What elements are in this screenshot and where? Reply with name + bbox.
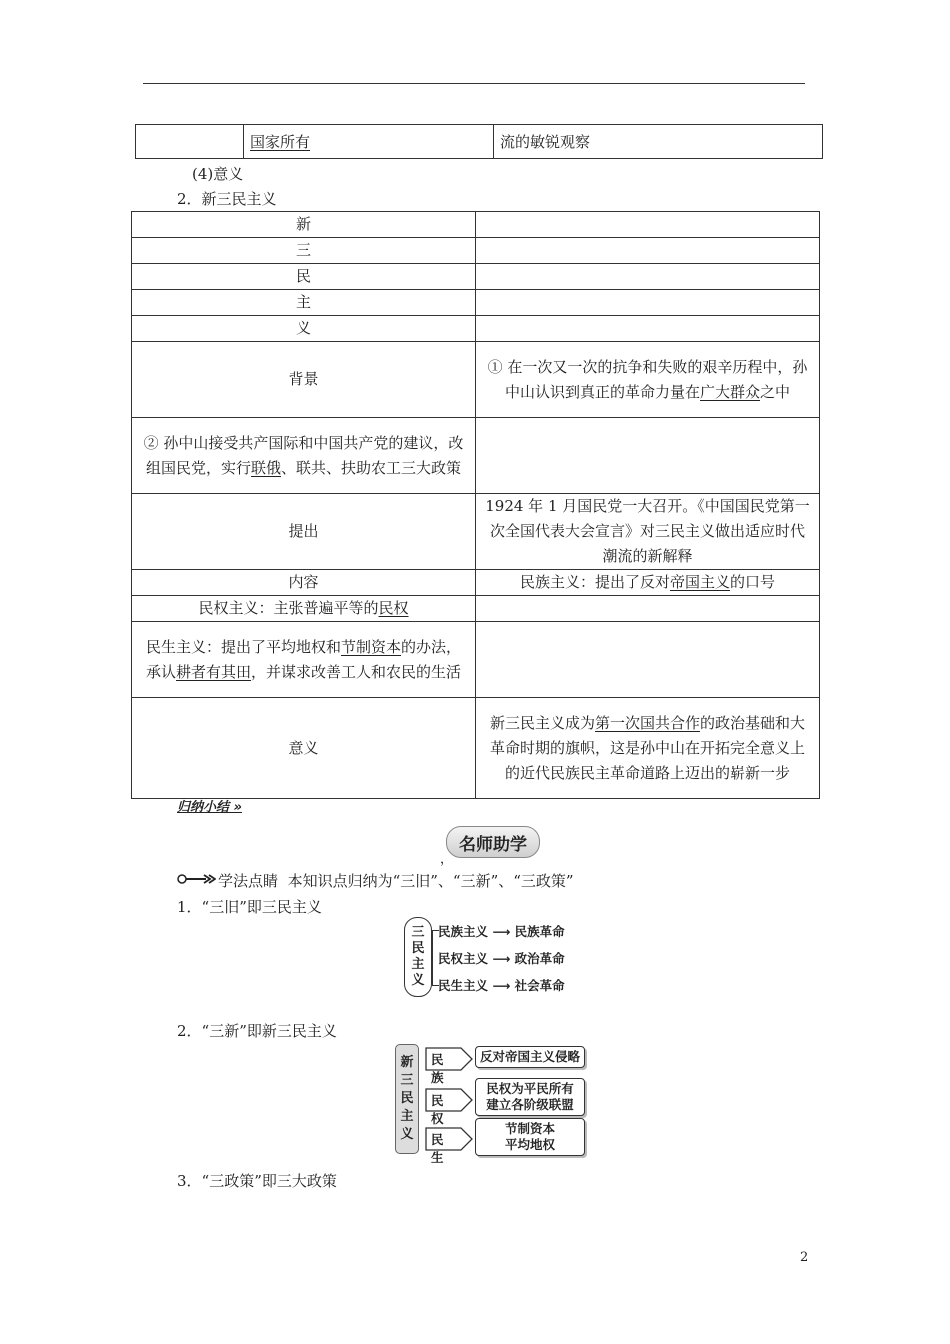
tip-label: 学法点睛: [218, 872, 279, 890]
top-cell-left: [136, 125, 244, 159]
title-char: 义: [132, 316, 476, 342]
diagram1-row: 民族主义 ⟶ 民族革命: [438, 924, 565, 939]
background-label: 背景: [132, 342, 476, 418]
section-new-three-principles-heading: 2．新三民主义: [177, 190, 277, 208]
proposal-text: 1924 年 1 月国民党一大召开。《中国国民党第一次全国代表大会宣言》对三民主义做出适应时代潮流的新解释: [476, 494, 820, 570]
right-arrow-icon: ⟶: [492, 924, 511, 939]
key-point-icon: [176, 872, 216, 889]
right-arrow-icon: ⟶: [492, 978, 511, 993]
content-democracy: 民权主义：主张普遍平等的民权: [132, 596, 476, 622]
proposal-label: 提出: [132, 494, 476, 570]
right-arrow-icon: ⟶: [492, 951, 511, 966]
content-livelihood: 民生主义：提出了平均地权和节制资本的办法，承认耕者有其田，并谋求改善工人和农民的生活: [132, 622, 476, 698]
title-char: 主: [132, 290, 476, 316]
summary-tag: 归纳小结 »: [177, 800, 242, 815]
item-three-new: 2．“三新”即新三民主义: [177, 1022, 337, 1040]
content-label: 内容: [132, 570, 476, 596]
top-table-fragment: [135, 124, 823, 159]
item-three-policies: 3．“三政策”即三大政策: [177, 1172, 337, 1190]
box-livelihood: 节制资本 平均地权: [475, 1118, 585, 1156]
header-rule: [143, 83, 805, 84]
new-three-principles-vertical-label: 新 三 民 主 义: [395, 1044, 419, 1154]
teacher-help-banner: 名师助学: [446, 826, 540, 858]
tip-line: [218, 870, 574, 891]
page-number: 2: [800, 1250, 809, 1265]
diagram1-row: 民生主义 ⟶ 社会革命: [438, 978, 565, 993]
section-significance-heading: (4)意义: [192, 165, 244, 183]
new-three-principles-table: [131, 211, 820, 799]
diagram1-row: 民权主义 ⟶ 政治革命: [438, 951, 565, 966]
background-point-1: ① 在一次又一次的抗争和失败的艰辛历程中，孙中山认识到真正的革命力量在广大群众之中: [476, 342, 820, 418]
tip-text: 本知识点归纳为“三旧”、“三新”、“三政策”: [287, 872, 574, 890]
significance-text: 新三民主义成为第一次国共合作的政治基础和大革命时期的旗帜，这是孙中山在开拓完全意义上的近代民族民主革命道路上迈出的崭新一步: [476, 698, 820, 799]
top-cell-mid: 国家所有: [244, 125, 494, 159]
box-democracy: 民权为平民所有 建立各阶级联盟: [475, 1078, 585, 1116]
title-char: 三: [132, 238, 476, 264]
title-char: 民: [132, 264, 476, 290]
three-principles-vertical-label: 三 民 主 义: [404, 917, 432, 997]
top-cell-right: 流的敏锐观察: [494, 125, 823, 159]
item-three-old: 1．“三旧”即三民主义: [177, 898, 322, 916]
content-nationalism: 民族主义：提出了反对帝国主义的口号: [476, 570, 820, 596]
title-char: 新: [132, 212, 476, 238]
box-nationalism: 反对帝国主义侵略: [475, 1046, 585, 1068]
background-point-2: ② 孙中山接受共产国际和中国共产党的建议，改组国民党，实行联俄、联共、扶助农工三大政策: [132, 418, 476, 494]
significance-label: 意义: [132, 698, 476, 799]
stray-comma: ，: [440, 852, 454, 867]
